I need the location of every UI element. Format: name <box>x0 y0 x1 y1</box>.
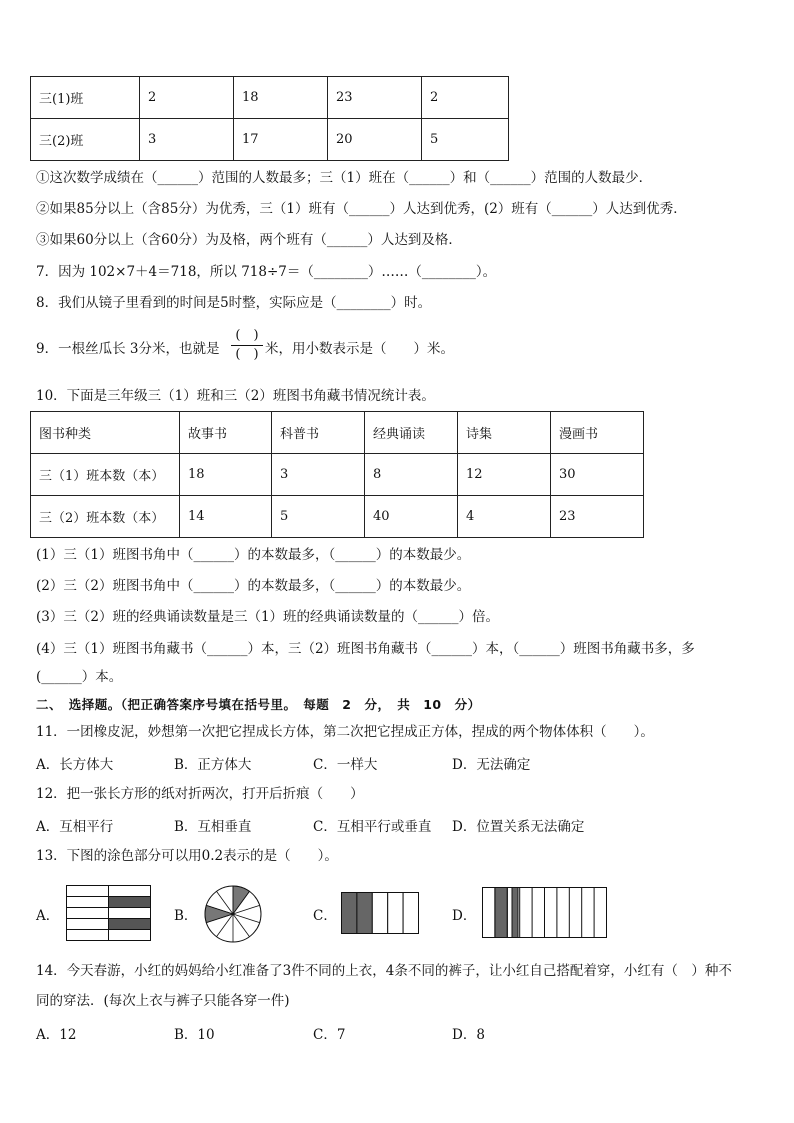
q10-sub1: (1）三（1）班图书角中（______）的本数最多，（______）的本数最少。 <box>36 547 471 563</box>
figure-c-strips <box>341 892 421 935</box>
table-header-cell: 漫画书 <box>551 412 644 454</box>
table-cell: 8 <box>365 454 458 496</box>
table-cell: 40 <box>365 496 458 538</box>
question-14-line1: 14．今天春游，小红的妈妈给小红准备了3件不同的上衣，4条不同的裤子，让小红自己搭配着穿，小红有（ ）种不 <box>36 963 732 979</box>
q13-label-c: C． <box>313 908 337 924</box>
fraction-numerator: ( ) <box>235 328 259 343</box>
q12-option-b: B．互相垂直 <box>174 819 252 835</box>
q11-option-b: B．正方体大 <box>174 757 252 773</box>
q13-label-d: D． <box>452 908 477 924</box>
table-header-cell: 图书种类 <box>31 412 180 454</box>
table-cell: 4 <box>458 496 551 538</box>
question-8: 8．我们从镜子里看到的时间是5时整，实际应是（________）时。 <box>36 295 432 311</box>
table-cell: 20 <box>328 119 422 161</box>
q14-option-c: C．7 <box>313 1027 346 1043</box>
table-cell: 3 <box>272 454 365 496</box>
q12-option-d: D．位置关系无法确定 <box>452 819 585 835</box>
table-header-cell: 经典诵读 <box>365 412 458 454</box>
figure-a-grid <box>66 885 152 942</box>
table-cell: 三(2)班 <box>31 119 140 161</box>
q11-option-d: D．无法确定 <box>452 757 531 773</box>
q12-option-c: C．互相平行或垂直 <box>313 819 432 835</box>
q11-option-c: C．一样大 <box>313 757 378 773</box>
q10-sub4-cont: (______）本。 <box>36 669 123 685</box>
table-cell: 三(1)班 <box>31 77 140 119</box>
table-cell: 3 <box>140 119 234 161</box>
question-12: 12．把一张长方形的纸对折两次，打开后折痕（ ） <box>36 786 364 802</box>
question-10-intro: 10．下面是三年级三（1）班和三（2）班图书角藏书情况统计表。 <box>36 388 435 404</box>
figure-d-strips <box>482 887 608 939</box>
q6-sub1: ①这次数学成绩在（______）范围的人数最多；三（1）班在（______）和（______）范围的人数最少． <box>36 170 653 186</box>
q13-label-a: A． <box>36 908 60 924</box>
q14-option-d: D．8 <box>452 1027 485 1043</box>
q10-sub4: (4）三（1）班图书角藏书（______）本，三（2）班图书角藏书（______）本，（______）班图书角藏书多，多 <box>36 641 695 657</box>
q6-sub3: ③如果60分以上（含60分）为及格，两个班有（______）人达到及格． <box>36 232 462 248</box>
table-cell: 14 <box>180 496 272 538</box>
table-cell: 12 <box>458 454 551 496</box>
q12-option-a: A．互相平行 <box>36 819 114 835</box>
score-table <box>30 76 509 161</box>
question-9-before: 9．一根丝瓜长 3分米，也就是 <box>36 341 220 357</box>
table-cell: 三（1）班本数（本） <box>31 454 180 496</box>
figure-b-circle <box>203 884 263 944</box>
question-7: 7．因为 102×7＋4＝718，所以 718÷7＝（________）……（________）。 <box>36 264 497 280</box>
question-11: 11．一团橡皮泥，妙想第一次把它捏成长方体，第二次把它捏成正方体，捏成的两个物体体积（ ）。 <box>36 724 654 740</box>
q14-option-b: B．10 <box>174 1027 215 1043</box>
table-header-cell: 科普书 <box>272 412 365 454</box>
q6-sub2: ②如果85分以上（含85分）为优秀，三（1）班有（______）人达到优秀，(2）班有（______）人达到优秀． <box>36 201 687 217</box>
fraction-blank <box>229 327 265 364</box>
table-cell: 2 <box>140 77 234 119</box>
q10-sub3: (3）三（2）班的经典诵读数量是三（1）班的经典诵读数量的（______）倍。 <box>36 609 500 625</box>
table-cell: 23 <box>328 77 422 119</box>
q11-option-a: A．长方体大 <box>36 757 114 773</box>
table-cell: 5 <box>422 119 509 161</box>
table-cell: 三（2）班本数（本） <box>31 496 180 538</box>
q13-label-b: B． <box>174 908 198 924</box>
question-9-after: 米，用小数表示是（ ）米。 <box>265 341 454 357</box>
table-cell: 23 <box>551 496 644 538</box>
fraction-denominator: ( ) <box>235 347 259 362</box>
q10-sub2: (2）三（2）班图书角中（______）的本数最多，（______）的本数最少。 <box>36 578 471 594</box>
table-cell: 2 <box>422 77 509 119</box>
table-header-cell: 诗集 <box>458 412 551 454</box>
table-header-cell: 故事书 <box>180 412 272 454</box>
q14-option-a: A．12 <box>36 1027 77 1043</box>
table-cell: 30 <box>551 454 644 496</box>
book-table <box>30 411 644 538</box>
question-13: 13．下图的涂色部分可以用0.2表示的是（ ）。 <box>36 848 338 864</box>
section-2-heading: 二、 选择题。（把正确答案序号填在括号里。 每题 2 分， 共 10 分） <box>36 697 481 712</box>
table-cell: 18 <box>180 454 272 496</box>
table-cell: 17 <box>234 119 328 161</box>
table-cell: 5 <box>272 496 365 538</box>
table-cell: 18 <box>234 77 328 119</box>
question-14-line2: 同的穿法．(每次上衣与裤子只能各穿一件) <box>36 993 290 1009</box>
